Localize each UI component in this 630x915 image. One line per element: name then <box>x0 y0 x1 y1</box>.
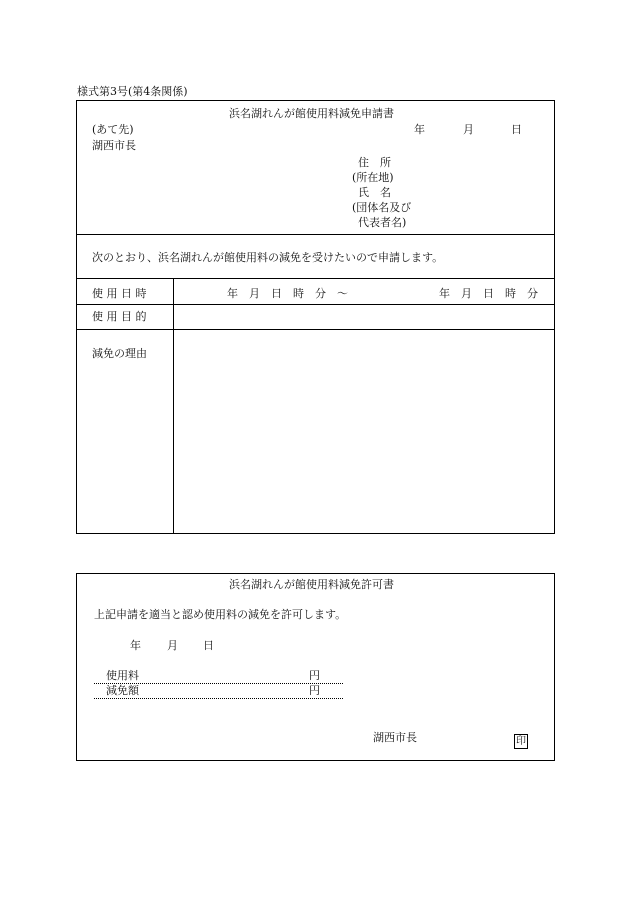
official-seal-mark <box>514 729 528 749</box>
applicant-name-label: 氏 名 <box>358 186 391 199</box>
permit-issuer: 湖西市長 <box>373 731 417 744</box>
application-date-day: 日 <box>511 123 522 136</box>
permit-date-month: 月 <box>167 639 178 652</box>
permit-form <box>76 573 555 761</box>
reduction-dotted-line <box>94 698 343 699</box>
usage-datetime-label: 使 用 日 時 <box>92 287 147 300</box>
reduction-reason-label: 減免の理由 <box>92 347 147 360</box>
divider-line <box>77 234 554 235</box>
application-statement: 次のとおり、浜名湖れんが館使用料の減免を受けたいので申請します。 <box>92 251 444 264</box>
permit-title: 浜名湖れんが館使用料減免許可書 <box>229 578 394 591</box>
permit-date-year: 年 <box>130 639 141 652</box>
seal-glyph: 印 <box>516 736 526 747</box>
usage-datetime-start: 年 月 日 時 分 ～ <box>227 287 348 300</box>
application-form <box>76 100 555 534</box>
usage-datetime-end: 年 月 日 時 分 <box>439 287 538 300</box>
divider-line <box>77 329 554 330</box>
applicant-address-sub: (所在地) <box>352 171 394 184</box>
permit-statement: 上記申請を適当と認め使用料の減免を許可します。 <box>94 608 347 621</box>
reduction-label: 減免額 <box>106 684 139 697</box>
usage-purpose-label: 使 用 目 的 <box>92 310 147 323</box>
form-number-label: 様式第3号(第4条関係) <box>77 85 188 98</box>
divider-line <box>77 304 554 305</box>
addressee: 湖西市長 <box>92 139 136 152</box>
permit-date-day: 日 <box>203 639 214 652</box>
divider-line <box>77 278 554 279</box>
fee-label: 使用料 <box>106 669 139 682</box>
application-title: 浜名湖れんが館使用料減免申請書 <box>229 107 394 120</box>
applicant-address-label: 住 所 <box>358 156 391 169</box>
fee-unit: 円 <box>309 669 320 682</box>
reduction-unit: 円 <box>309 684 320 697</box>
applicant-name-sub1: (団体名及び <box>352 201 412 214</box>
addressee-note: (あて先) <box>92 123 134 136</box>
application-date-year: 年 <box>414 123 425 136</box>
applicant-name-sub2: 代表者名) <box>358 216 407 229</box>
application-date-month: 月 <box>463 123 474 136</box>
label-column-divider <box>173 278 174 533</box>
